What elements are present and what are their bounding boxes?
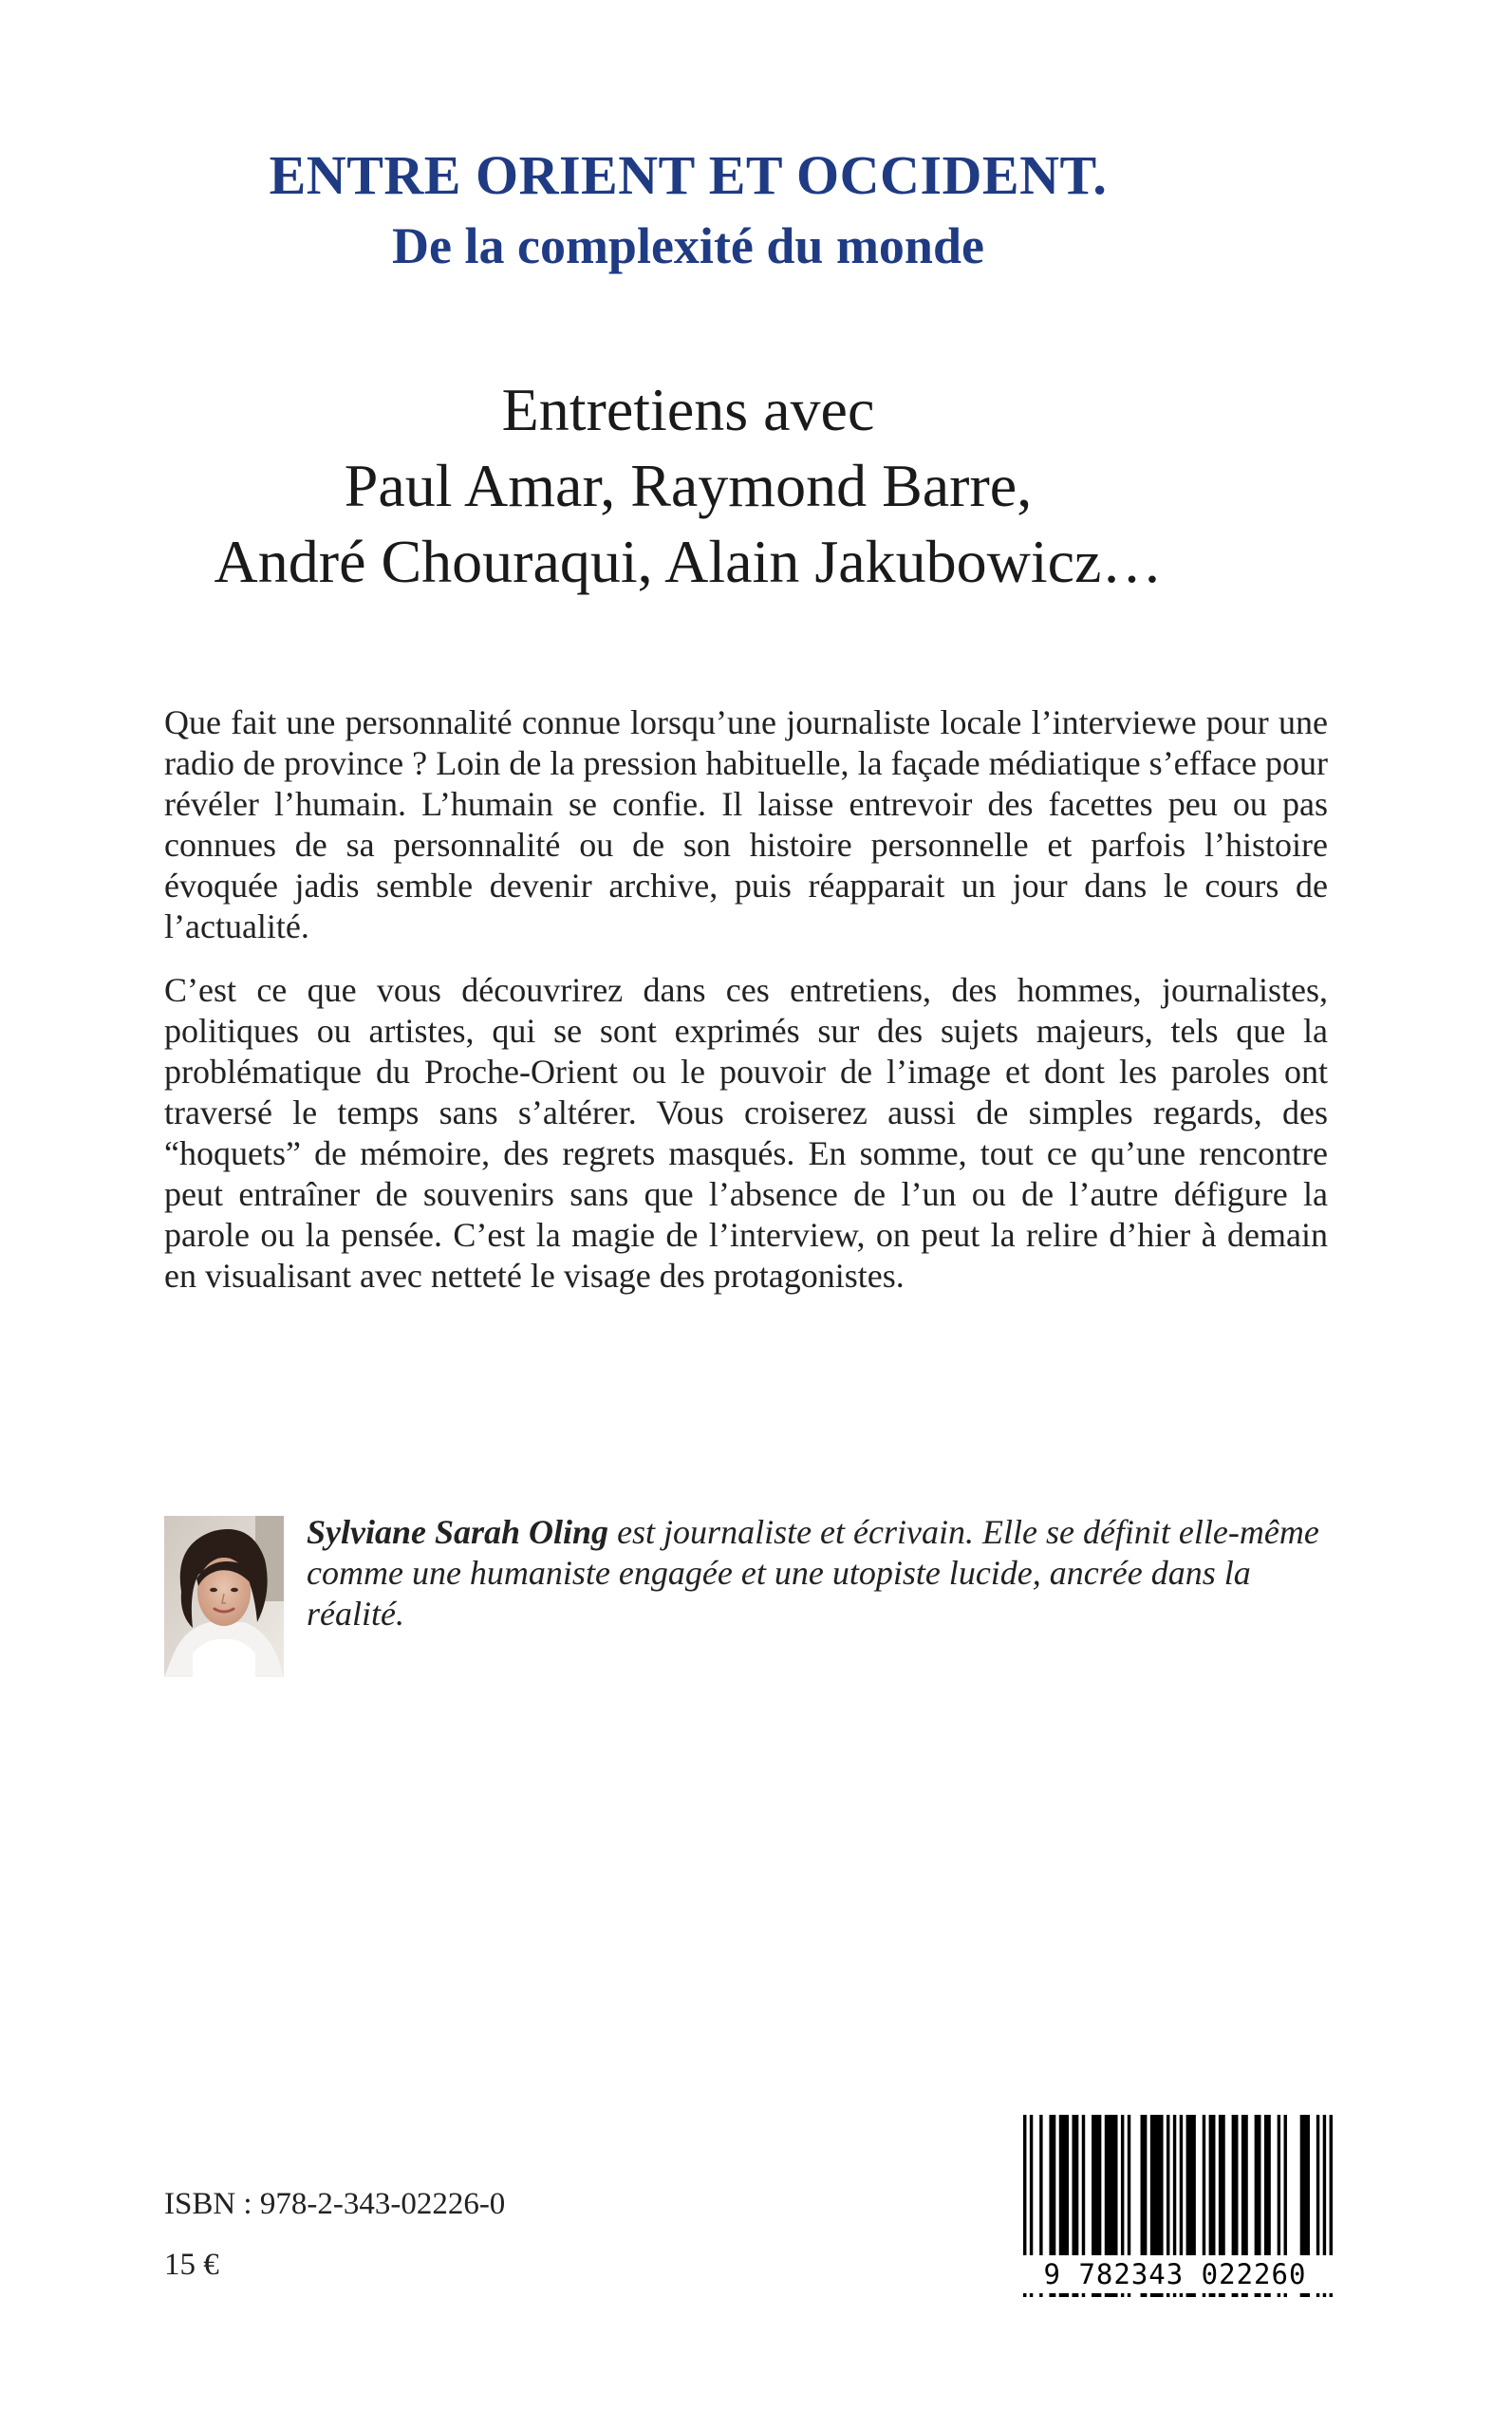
isbn: ISBN : 978-2-343-02226-0 [164,2187,506,2221]
price: 15 € [164,2248,219,2282]
blurb-paragraph-1: Que fait une personnalité connue lorsqu’une journaliste locale l’interviewe pour une radio de province ? Loin de la pression habituelle, la façade médiatique s’efface pour révéler l’humain. L’humain se confie. Il laisse entrevoir des facettes peu ou pas connues de sa personnalité ou de son histoire personnelle et parfois l’histoire évoquée jadis semble devenir archive, puis réapparait un jour dans le cours de l’actualité. [164,703,1328,945]
book-title-block [0,142,1376,283]
blurb [164,702,1328,1319]
book-subtitle: De la complexité du monde [392,217,984,274]
barcode-digits: 9 782343 022260 [1017,2255,1333,2293]
author-bio-text: est journaliste et écrivain. Elle se définit elle-même comme une humaniste engagée et une utopiste lucide, ancrée dans la réalité. [307,1513,1319,1633]
interviews-line-2: Paul Amar, Raymond Barre, [344,452,1033,519]
book-title: ENTRE ORIENT ET OCCIDENT. [269,144,1108,206]
author-photo [164,1516,284,1677]
blurb-paragraph-2: C’est ce que vous découvrirez dans ces entretiens, des hommes, journalistes, politiques ou artistes, qui se sont exprimés sur des sujets majeurs, tels que la problématique du Proche-Orient ou le pouvoir de l’image et dont les paroles ont traversé le temps sans s’altérer. Vous croiserez aussi de simples regards, des “hoquets” de mémoire, des regrets masqués. En somme, tout ce qu’une rencontre peut entraîner de souvenirs sans que l’absence de l’un ou de l’autre défigure la parole ou la pensée. C’est la magie de l’interview, on peut la relire d’hier à demain en visualisant avec netteté le visage des protagonistes. [164,971,1328,1295]
interviews-line-3: André Chouraqui, Alain Jakubowicz… [214,528,1163,595]
interviews-heading [0,372,1376,600]
author-bio [307,1512,1328,1635]
author-name: Sylviane Sarah Oling [307,1513,609,1551]
interviews-line-1: Entretiens avec [501,376,875,443]
author-block [164,1513,1328,1677]
